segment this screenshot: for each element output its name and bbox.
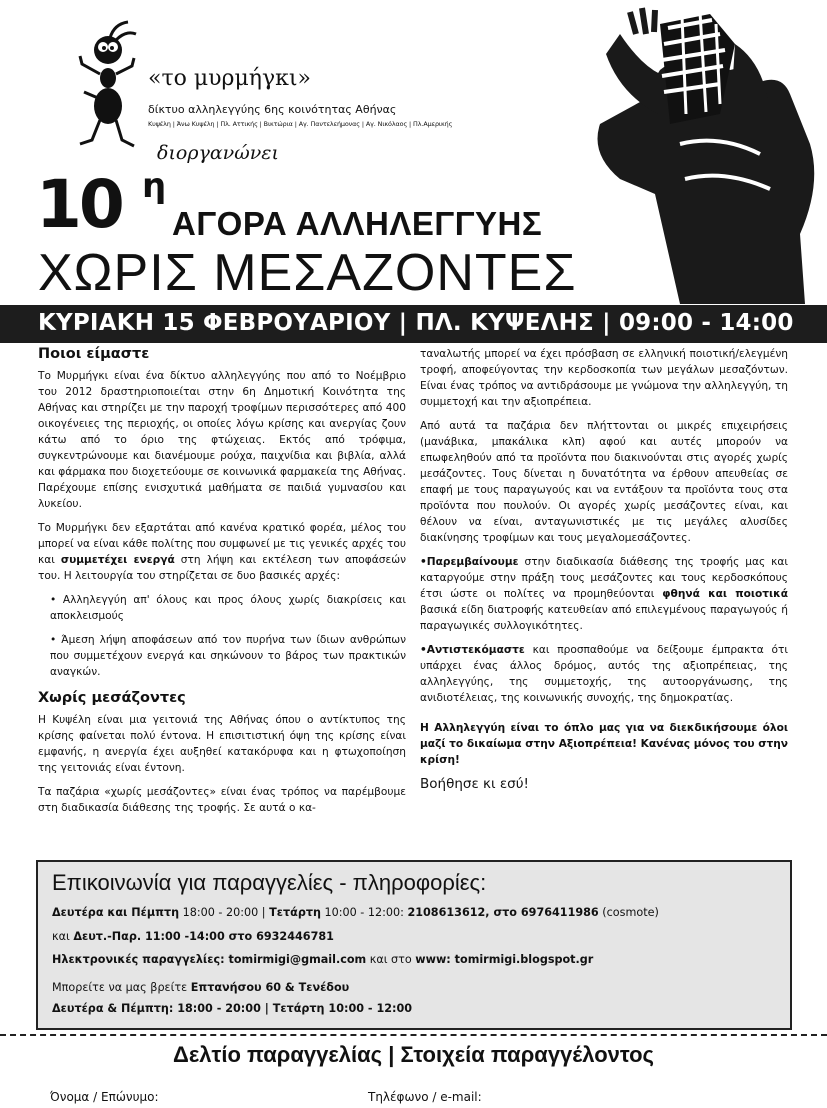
ant-mascot-icon	[70, 16, 150, 156]
edition-suffix: η	[142, 166, 167, 206]
text-segment: και στο	[366, 953, 416, 966]
office-hours: Δευτέρα & Πέμπτη: 18:00 - 20:00 | Τετάρτη 10:00 - 12:00	[52, 1002, 413, 1015]
paragraph-bazaars: Τα παζάρια «χωρίς μεσάζοντες» είναι ένας τρόπος να παρέμβουμε στη διαδικασία διάθεσης της τροφής. Σε αυτά ο κα-	[38, 786, 406, 814]
text-segment: στη λήψη και εκτέλεση των αποφάσεών του. Η λειτουργία του στηρίζεται σε δυο βασικές αρχές:	[38, 554, 406, 582]
text-segment: και	[52, 930, 74, 943]
date-banner-text: ΚΥΡΙΑΚΗ 15 ΦΕΒΡΟΥΑΡΙΟΥ | ΠΛ. ΚΥΨΕΛΗΣ | 09:00 - 14:00	[38, 310, 794, 336]
heading-who-we-are: Ποιοι είμαστε	[38, 346, 150, 362]
call-to-action: Βοήθησε κι εσύ!	[420, 776, 529, 792]
left-column	[38, 346, 406, 824]
text-emphasis: •Παρεμβαίνουμε	[420, 556, 519, 568]
text-emphasis: συμμετέχει ενεργά	[60, 554, 175, 566]
heading-no-middlemen: Χωρίς μεσάζοντες	[38, 690, 186, 706]
text-emphasis: φθηνά και ποιοτικά	[662, 588, 788, 600]
organizes-label: διοργανώνει	[157, 142, 279, 164]
name-field-label: Όνομα / Επώνυμο:	[50, 1090, 159, 1104]
text-segment: Το Μυρμήγκι δεν εξαρτάται από κανένα κρατικό φορέα, μέλος του μπορεί να είναι κάθε πολίτης που συμφωνεί με τις γενικές αρχές του και	[38, 522, 406, 566]
phone-numbers[interactable]: 2108613612, στο 6976411986	[407, 906, 599, 919]
text-emphasis: Τετάρτη	[269, 906, 321, 919]
contact-title: Επικοινωνία για παραγγελίες - πληροφορίες:	[52, 870, 487, 895]
paragraph-intro: Το Μυρμήγκι είναι ένα δίκτυο αλληλεγγύης που από το Νοέμβριο του 2012 δραστηριοποιείται στην 6η Δημοτική Κοινότητα της Αθήνας και στηρίζει με την παροχή τροφίμων περισσότερες από 400 οικογένειες της περιοχής, οι οποίες λόγω κρίσης και ανεργίας ζουν κάτω από το όριο της φτώχειας. Εκτός από τρόφιμα, συγκεντρώνουμε και διανέμουμε ρούχα, παιχνίδια και βιβλία, αλλά και φάρμακα που διοχετεύουμε σε κοινωνικά φαρμακεία της Αθήνας. Παρέχουμε επίσης ενισχυτικά μαθήματα σε παιδιά γυμνασίου και λυκείου.	[38, 370, 406, 510]
order-form-title: Δελτίο παραγγελίας | Στοιχεία παραγγέλοντος	[173, 1042, 654, 1067]
text-segment: και προσπαθούμε να δείξουμε έμπρακτα ότι υπάρχει ένας άλλος δρόμος, αυτός της αξιοπρέπειας, της αλληλεγγύης, της συμμετοχής, της αυτοοργάνωσης, της ανιδιοτέλειας, της κοινωνικής συνοχής, της δημοκρατίας.	[420, 644, 788, 704]
text-segment: Μπορείτε να μας βρείτε	[52, 981, 191, 994]
text-emphasis: Δευτέρα και Πέμπτη	[52, 906, 180, 919]
website-link[interactable]: www: tomirmigi.blogspot.gr	[415, 953, 594, 966]
contact-line-address	[52, 981, 349, 994]
contact-line-weekdays	[52, 930, 334, 943]
brand-areas: Κυψέλη | Άνω Κυψέλη | Πλ. Αττικής | Βικτώρια | Αγ. Παντελεήμονας | Αγ. Νικόλαος | Πλ.Αμερικής	[148, 120, 453, 128]
text-segment: 18:00 - 20:00 |	[179, 906, 270, 919]
paragraph-resist	[420, 642, 788, 706]
brand-name: «το μυρμήγκι»	[148, 66, 311, 91]
text-segment: στην διαδικασία διάθεσης της τροφής μας και καταργούμε στην πράξη τους μεσάζοντες και τους κερδοσκόπους έτσι ώστε οι πολίτες να προμηθεύονται	[420, 556, 788, 600]
address: Επτανήσου 60 & Τενέδου	[190, 981, 350, 994]
date-banner	[0, 305, 827, 343]
paragraph-independence	[38, 520, 406, 584]
principle-item: • Αλληλεγγύη απ' όλους και προς όλους χωρίς διακρίσεις και αποκλεισμούς	[50, 594, 406, 622]
text-segment: (cosmote)	[598, 906, 659, 919]
solidarity-statement: Η Αλληλεγγύη είναι το όπλο μας για να διεκδικήσουμε όλοι μαζί το δικαίωμα στην Αξιοπρέπεια! Κανένας μόνος του στην κρίση!	[420, 722, 788, 766]
text-emphasis: •Αντιστεκόμαστε	[420, 644, 525, 656]
paragraph-consumer: ταναλωτής μπορεί να έχει πρόσβαση σε ελληνική ποιοτική/ελεγμένη τροφή, αποφεύγοντας την κερδοσκοπία των μεγάλων μεσαζόντων. Είναι ένας τρόπος να αντιδράσουμε με γνώμονα την αλληλεγγύη, τη συμμετοχή και την αξιοπρέπεια.	[420, 348, 788, 408]
contact-box	[36, 860, 792, 1030]
contact-line-online	[52, 953, 593, 966]
phone-number-weekdays[interactable]: Δευτ.-Παρ. 11:00 -14:00 στο 6932446781	[73, 930, 334, 943]
cut-line	[0, 1034, 827, 1036]
contact-line-phones	[52, 906, 659, 919]
title-line1: ΑΓΟΡΑ ΑΛΛΗΛΕΓΓΥΗΣ	[172, 205, 543, 242]
title-line2: ΧΩΡΙΣ ΜΕΣΑΖΟΝΤΕΣ	[38, 244, 577, 302]
fist-corn-icon	[560, 4, 822, 304]
contact-line-hours	[52, 1002, 412, 1015]
right-column	[420, 346, 788, 800]
paragraph-kypseli: Η Κυψέλη είναι μια γειτονιά της Αθήνας όπου ο αντίκτυπος της κρίσης φαίνεται πολύ έντονα. Η επισιτιστική όψη της κρίσης είναι εμφανής, η ανεργία έχει αυξηθεί κατακόρυφα και η φτωχοποίηση της γειτονιάς είναι έντονη.	[38, 714, 406, 774]
paragraph-intervene	[420, 554, 788, 634]
email-link[interactable]: Ηλεκτρονικές παραγγελίες: tomirmigi@gmail.com	[52, 953, 367, 966]
paragraph-small-business: Από αυτά τα παζάρια δεν πλήττονται οι μικρές επιχειρήσεις (μανάβικα, μπακάλικα κλπ) αφού και αυτές μπορούν να επωφεληθούν από τα προϊόντα που διακινούνται στις αγορές χωρίς μεσάζοντες. Τους δίνεται η δυνατότητα να έρθουν απευθείας σε επαφή με τους παραγωγούς και να εντάξουν τα προϊόντα τους στα προϊόντα που πουλούν. Οι αγορές χωρίς μεσάζοντες είναι, και θέλουν να είναι, ανταγωνιστικές με τις μεγάλες αλυσίδες διακίνησης τροφίμων και τους μεγαλομεσάζοντες.	[420, 420, 788, 544]
brand-subtitle: δίκτυο αλληλεγγύης 6ης κοινότητας Αθήνας	[148, 103, 397, 116]
edition-number: 10	[36, 166, 122, 243]
phone-field-label: Τηλέφωνο / e-mail:	[368, 1090, 482, 1104]
text-segment: 10:00 - 12:00:	[320, 906, 408, 919]
text-segment: βασικά είδη διατροφής κατευθείαν από επιλεγμένους παραγωγούς ή παραγωγικές συλλογικότητες.	[420, 604, 788, 632]
principle-item: • Άμεση λήψη αποφάσεων από τον πυρήνα των ίδιων ανθρώπων που συμμετέχουν ενεργά και σηκώνουν το βάρος των πρακτικών αναγκών.	[50, 634, 406, 678]
